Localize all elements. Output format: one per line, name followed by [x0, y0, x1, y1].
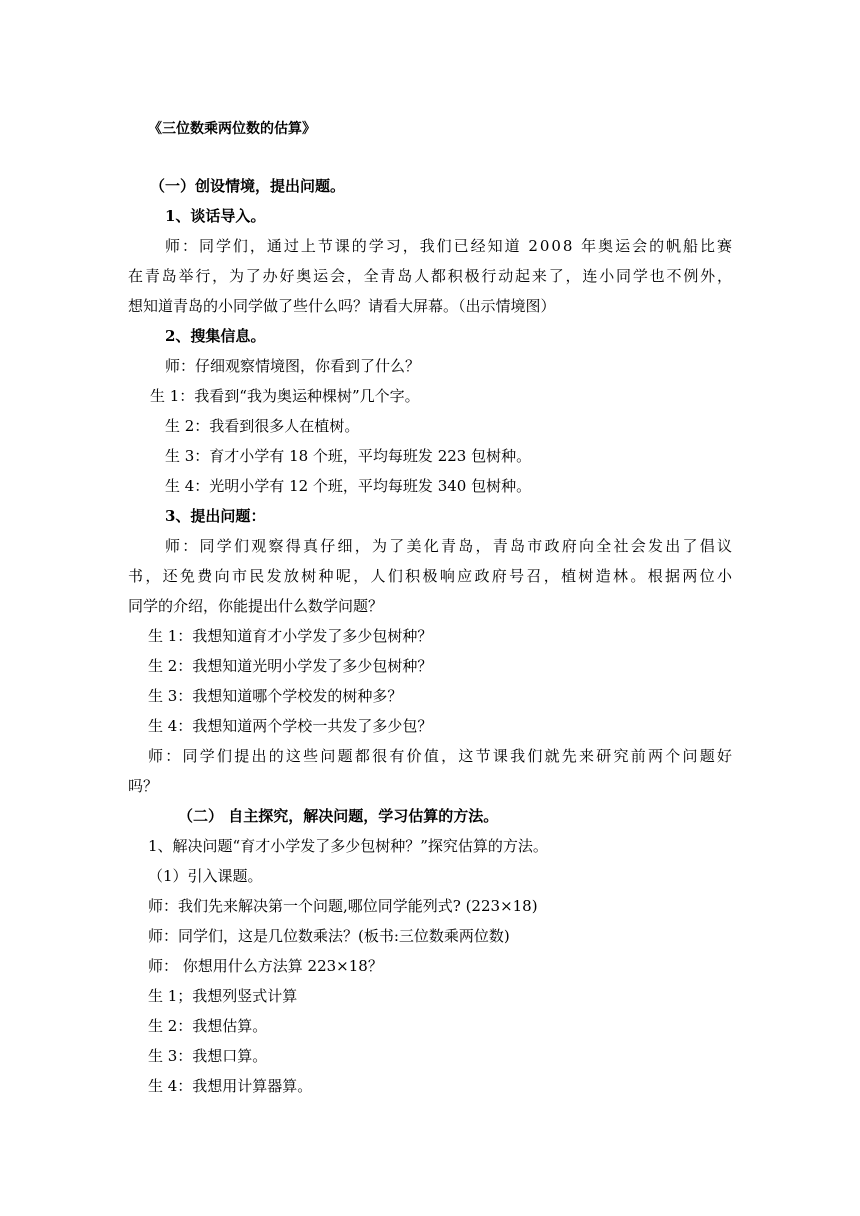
paragraph-line: 生 2：我看到很多人在植树。	[165, 417, 360, 435]
paragraph-line: 生 4：我想知道两个学校一共发了多少包？	[148, 717, 433, 735]
paragraph-line: 1、解决问题“育才小学发了多少包树种？”探究估算的方法。	[148, 837, 548, 855]
paragraph-line: 师：同学们观察得真仔细，为了美化青岛，青岛市政府向全社会发出了倡议	[165, 537, 735, 555]
subsection-heading-1: 1、谈话导入。	[165, 207, 266, 225]
paragraph-line: 生 3：我想知道哪个学校发的树种多？	[148, 687, 403, 705]
paragraph-line: 生 2：我想知道光明小学发了多少包树种？	[148, 657, 433, 675]
paragraph-line: 书，还免费向市民发放树种呢，人们积极响应政府号召，植树造林。根据两位小	[128, 567, 735, 585]
subsection-heading-3: 3、提出问题：	[165, 507, 266, 525]
paragraph-line: 师： 你想用什么方法算 223×18？	[148, 957, 383, 975]
paragraph-line: （1）引入课题。	[148, 867, 263, 885]
paragraph-line: 生 1：我想知道育才小学发了多少包树种？	[148, 627, 433, 645]
section-heading-1: （一）创设情境，提出问题。	[150, 177, 346, 195]
paragraph-line: 生 2：我想估算。	[148, 1017, 268, 1035]
paragraph-line: 吗？	[128, 777, 159, 795]
paragraph-line: 师：同学们，通过上节课的学习，我们已经知道 2008 年奥运会的帆船比赛	[165, 237, 734, 255]
paragraph-line: 生 1：我看到“我为奥运种棵树”几个字。	[150, 387, 420, 405]
paragraph-line: 想知道青岛的小同学做了些什么吗？请看大屏幕。（出示情境图）	[128, 297, 556, 315]
paragraph-line: 生 3：育才小学有 18 个班，平均每班发 223 包树种。	[165, 447, 532, 465]
subsection-heading-2: 2、搜集信息。	[165, 327, 266, 345]
paragraph-line: 师：同学们提出的这些问题都很有价值，这节课我们就先来研究前两个问题好	[148, 747, 735, 765]
paragraph-line: 生 4：光明小学有 12 个班，平均每班发 340 包树种。	[165, 477, 532, 495]
paragraph-line: 师：仔细观察情境图，你看到了什么？	[165, 357, 421, 375]
paragraph-line: 师：我们先来解决第一个问题,哪位同学能列式? (223×18)	[148, 897, 538, 915]
document-title: 《三位数乘两位数的估算》	[148, 121, 316, 137]
section-heading-2: （二） 自主探究，解决问题，学习估算的方法。	[178, 807, 499, 825]
paragraph-line: 师：同学们，这是几位数乘法？(板书:三位数乘两位数)	[148, 927, 510, 945]
paragraph-line: 生 4：我想用计算器算。	[148, 1077, 313, 1095]
paragraph-line: 同学的介绍，你能提出什么数学问题？	[128, 597, 384, 615]
paragraph-line: 生 3：我想口算。	[148, 1047, 268, 1065]
paragraph-line: 在青岛举行，为了办好奥运会，全青岛人都积极行动起来了，连小同学也不例外，	[128, 267, 734, 285]
paragraph-line: 生 1；我想列竖式计算	[148, 987, 298, 1005]
